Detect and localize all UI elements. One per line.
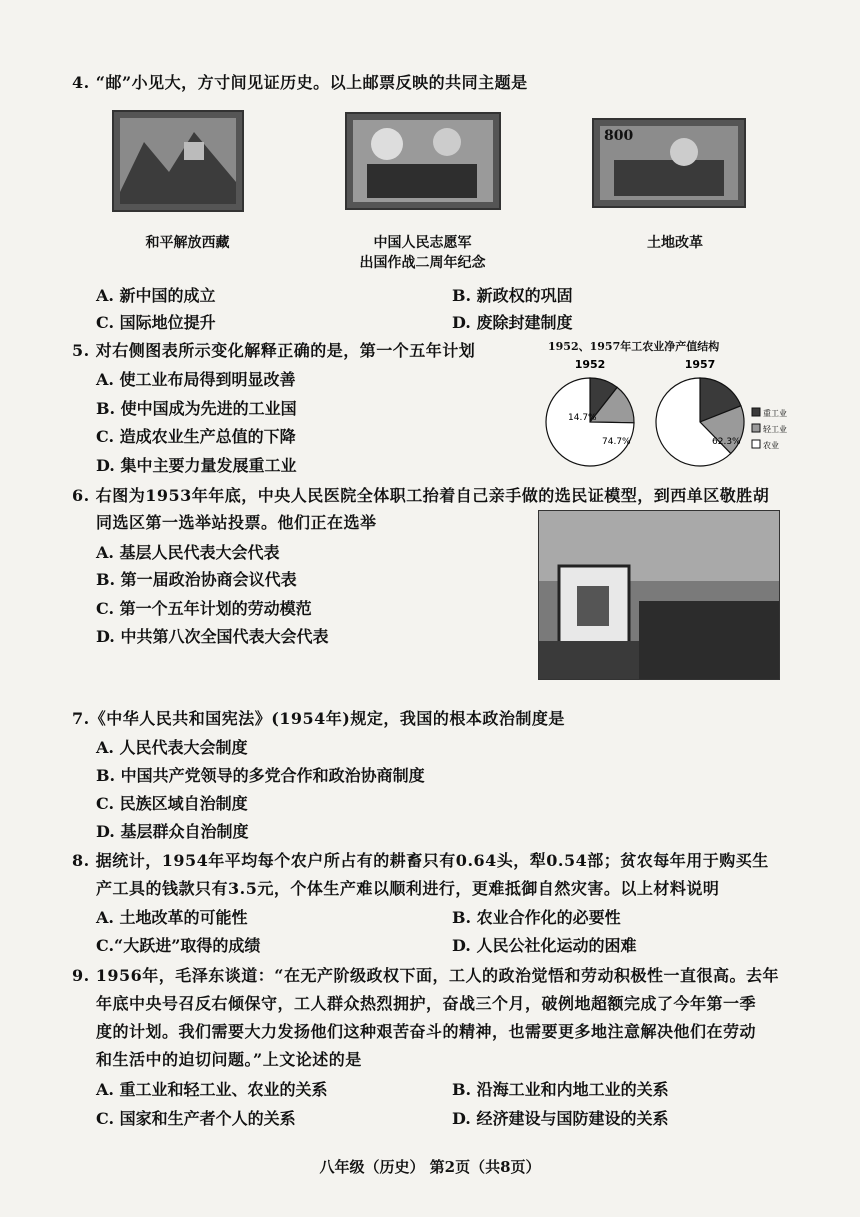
q9-stem-line3: 度的计划。我们需要大力发扬他们这种艰苦奋斗的精神，也需要更多地注意解决他们在劳动 xyxy=(96,1022,757,1041)
q6-election-photo xyxy=(538,510,780,680)
legend-swatch xyxy=(752,408,760,416)
q7-option-a[interactable]: A. 人民代表大会制度 xyxy=(96,738,248,757)
pie-data-label: 62.3% xyxy=(712,437,741,447)
stamp-caption-1: 和平解放西藏 xyxy=(145,235,230,251)
crowd-photo-icon xyxy=(539,511,779,679)
q6-stem-line1: 6. 右图为1953年年底，中央人民医院全体职工抬着自己亲手做的选民证模型，到西单区敬胜胡 xyxy=(72,486,770,505)
q7-option-d[interactable]: D. 基层群众自治制度 xyxy=(96,822,249,841)
stamp-denomination: 800 xyxy=(604,128,634,144)
q5-option-b[interactable]: B. 使中国成为先进的工业国 xyxy=(96,399,297,418)
pie-data-label: 74.7% xyxy=(602,437,631,447)
q5-option-c[interactable]: C. 造成农业生产总值的下降 xyxy=(96,427,296,446)
pie-title-1957: 1957 xyxy=(684,358,716,371)
q4-stem: 4. “邮”小见大，方寸间见证历史。以上邮票反映的共同主题是 xyxy=(72,73,528,92)
q5-option-a[interactable]: A. 使工业布局得到明显改善 xyxy=(96,370,296,389)
legend-swatch xyxy=(752,440,760,448)
stamp-volunteers-image xyxy=(345,112,501,210)
page-footer: 八年级（历史） 第2页（共8页） xyxy=(319,1158,541,1176)
q8-option-c[interactable]: C.“大跃进”取得的成绩 xyxy=(96,936,261,955)
q4-option-d[interactable]: D. 废除封建制度 xyxy=(452,313,573,332)
legend-label: 轻工业 xyxy=(763,425,787,434)
stamp-tibet-image xyxy=(112,110,244,212)
q8-stem-line2: 产工具的钱款只有3.5元，个体生产难以顺利进行，更难抵御自然灾害。以上材料说明 xyxy=(96,879,720,898)
stamp-land-reform-image xyxy=(592,118,746,208)
q9-option-a[interactable]: A. 重工业和轻工业、农业的关系 xyxy=(96,1080,328,1099)
q9-stem-line1: 9. 1956年，毛泽东谈道：“在无产阶级政权下面，工人的政治觉悟和劳动积极性一直很高。去年 xyxy=(72,966,780,985)
q4-option-c[interactable]: C. 国际地位提升 xyxy=(96,313,216,332)
q9-option-c[interactable]: C. 国家和生产者个人的关系 xyxy=(96,1109,296,1128)
legend-swatch xyxy=(752,424,760,432)
q5-option-d[interactable]: D. 集中主要力量发展重工业 xyxy=(96,456,297,475)
mountain-icon xyxy=(114,112,242,210)
q8-option-d[interactable]: D. 人民公社化运动的困难 xyxy=(452,936,637,955)
q8-option-a[interactable]: A. 土地改革的可能性 xyxy=(96,908,248,927)
q9-option-b[interactable]: B. 沿海工业和内地工业的关系 xyxy=(452,1080,669,1099)
q7-stem: 7.《中华人民共和国宪法》(1954年)规定，我国的根本政治制度是 xyxy=(72,709,565,728)
q9-option-d[interactable]: D. 经济建设与国防建设的关系 xyxy=(452,1109,669,1128)
pie-title-1952: 1952 xyxy=(574,358,606,371)
q8-option-b[interactable]: B. 农业合作化的必要性 xyxy=(452,908,621,927)
q4-option-a[interactable]: A. 新中国的成立 xyxy=(96,286,216,305)
q6-option-a[interactable]: A. 基层人民代表大会代表 xyxy=(96,543,280,562)
legend-label: 农业 xyxy=(763,441,779,450)
q9-stem-line2: 年底中央号召反右倾保守，工人群众热烈拥护，奋战三个月，破例地超额完成了今年第一季 xyxy=(96,994,757,1013)
q7-option-b[interactable]: B. 中国共产党领导的多党合作和政治协商制度 xyxy=(96,766,425,785)
soldiers-icon xyxy=(347,114,499,208)
q6-stem-line2: 同选区第一选举站投票。他们正在选举 xyxy=(96,513,377,532)
stamp-caption-2b: 出国作战二周年纪念 xyxy=(359,255,486,271)
q9-stem-line4: 和生活中的迫切问题。”上文论述的是 xyxy=(96,1050,362,1069)
q8-stem-line1: 8. 据统计，1954年平均每个农户所占有的耕畜只有0.64头，犁0.54部；贫农每年用于购买生 xyxy=(72,851,769,870)
q6-option-c[interactable]: C. 第一个五年计划的劳动模范 xyxy=(96,599,312,618)
q5-pie-charts xyxy=(530,350,790,470)
q4-option-b[interactable]: B. 新政权的巩固 xyxy=(452,286,573,305)
legend-label: 重工业 xyxy=(763,409,787,418)
stamp-caption-3: 土地改革 xyxy=(647,235,703,251)
q7-option-c[interactable]: C. 民族区域自治制度 xyxy=(96,794,248,813)
pie-data-label: 14.7% xyxy=(568,413,597,423)
stamp-caption-2a: 中国人民志愿军 xyxy=(373,235,472,251)
q6-option-b[interactable]: B. 第一届政治协商会议代表 xyxy=(96,570,297,589)
q6-option-d[interactable]: D. 中共第八次全国代表大会代表 xyxy=(96,627,329,646)
q5-chart-title: 1952、1957年工农业净产值结构 xyxy=(548,340,720,353)
q5-stem: 5. 对右侧图表所示变化解释正确的是，第一个五年计划 xyxy=(72,341,476,360)
